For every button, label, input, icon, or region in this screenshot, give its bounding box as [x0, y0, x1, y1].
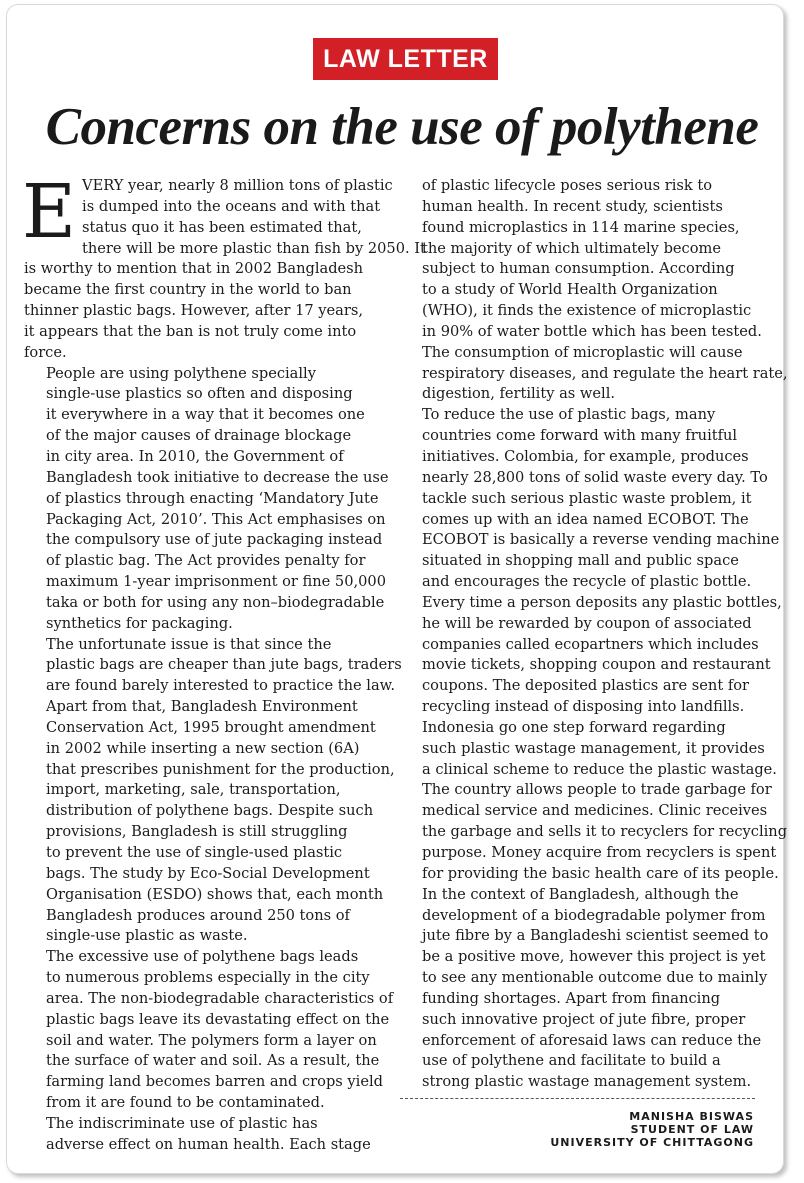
text-line: soil and water. The polymers form a layer on [46, 1031, 377, 1049]
text-line: subject to human consumption. According [422, 260, 735, 278]
text-line: such plastic wastage management, it provides [422, 739, 765, 757]
text-line: Apart from that, Bangladesh Environment [46, 698, 358, 716]
author-name: MANISHA BISWAS [629, 1110, 754, 1123]
text-line: to numerous problems especially in the city [46, 969, 370, 987]
text-line: are found barely interested to practice the law. [46, 677, 396, 695]
text-line: maximum 1-year imprisonment or fine 50,000 [46, 573, 386, 591]
text-line: medical service and medicines. Clinic receives [422, 802, 768, 820]
text-line: is worthy to mention that in 2002 Bangladesh [24, 260, 364, 278]
text-line: bags. The study by Eco-Social Development [46, 864, 370, 882]
text-line: there will be more plastic than fish by 2050. It [82, 239, 426, 257]
text-line: the majority of which ultimately become [422, 239, 721, 257]
text-line: (WHO), it finds the existence of microplastic [422, 302, 752, 320]
text-line: a clinical scheme to reduce the plastic wastage. [422, 760, 777, 778]
text-line: ECOBOT is basically a reverse vending machine [422, 531, 780, 549]
text-line: Every time a person deposits any plastic bottles, [422, 593, 782, 611]
text-line: development of a biodegradable polymer from [422, 906, 766, 924]
author-institution: UNIVERSITY OF CHITTAGONG [550, 1136, 754, 1149]
text-line: and encourages the recycle of plastic bottle. [422, 573, 752, 591]
text-line: The excessive use of polythene bags leads [46, 948, 359, 966]
text-line: distribution of polythene bags. Despite such [46, 802, 374, 820]
text-line: adverse effect on human health. Each stage [46, 1135, 371, 1153]
text-line: nearly 28,800 tons of solid waste every day. To [422, 468, 768, 486]
text-line: digestion, fertility as well. [422, 385, 616, 403]
text-line: found microplastics in 114 marine species, [422, 218, 740, 236]
text-line: area. The non-biodegradable characteristics of [46, 989, 394, 1007]
text-line: jute fibre by a Bangladeshi scientist seemed to [422, 927, 769, 945]
text-line: synthetics for packaging. [46, 614, 233, 632]
text-line: enforcement of aforesaid laws can reduce the [422, 1031, 762, 1049]
text-line: the compulsory use of jute packaging instead [46, 531, 383, 549]
text-line: the surface of water and soil. As a result, the [46, 1052, 380, 1070]
text-line: purpose. Money acquire from recyclers is spent [422, 844, 777, 861]
text-line: movie tickets, shopping coupon and restaurant [422, 656, 771, 674]
end-rule [400, 1098, 755, 1099]
text-line: force. [24, 343, 67, 361]
text-line: in 90% of water bottle which has been tested. [422, 322, 762, 340]
right-column [400, 176, 788, 1093]
text-line: funding shortages. Apart from financing [422, 989, 721, 1007]
text-line: recycling instead of disposing into landfills. [422, 698, 745, 716]
text-line: of plastic lifecycle poses serious risk to [422, 177, 713, 194]
text-line: plastic bags leave its devastating effect on the [46, 1010, 390, 1028]
text-line: In the context of Bangladesh, although the [422, 885, 739, 903]
text-line: single-use plastic as waste. [46, 927, 248, 945]
text-line: respiratory diseases, and regulate the heart rate, [422, 364, 788, 382]
paragraph [24, 947, 394, 1114]
text-line: initiatives. Colombia, for example, produces [422, 447, 749, 465]
paragraph [22, 169, 426, 364]
text-line: it appears that the ban is not truly come into [24, 322, 357, 340]
text-line: countries come forward with many fruitful [422, 427, 738, 445]
text-line: VERY year, nearly 8 million tons of plastic [82, 177, 393, 194]
section-label: LAW LETTER [313, 38, 498, 80]
text-line: status quo it has been estimated that, [82, 218, 362, 236]
text-line: such innovative project of jute fibre, proper [422, 1010, 746, 1028]
text-line: People are using polythene specially [46, 364, 316, 382]
text-line: tackle such serious plastic waste problem, it [422, 489, 752, 507]
text-line: in 2002 while inserting a new section (6A) [46, 739, 360, 757]
text-line: in city area. In 2010, the Government of [46, 447, 344, 465]
text-line: To reduce the use of plastic bags, many [422, 406, 716, 424]
text-line: provisions, Bangladesh is still struggling [46, 823, 348, 841]
text-line: thinner plastic bags. However, after 17 years, [24, 302, 363, 320]
text-line: The country allows people to trade garbage for [422, 781, 772, 799]
text-line: Bangladesh took initiative to decrease the use [46, 468, 389, 486]
text-line: to see any mentionable outcome due to mainly [422, 969, 768, 987]
text-line: of plastics through enacting ‘Mandatory Jute [46, 489, 379, 507]
text-line: comes up with an idea named ECOBOT. The [422, 510, 749, 528]
text-line: the garbage and sells it to recyclers for recycling [422, 823, 788, 841]
paragraph [24, 364, 389, 635]
text-line: he will be rewarded by coupon of associated [422, 614, 752, 632]
text-line: Packaging Act, 2010’. This Act emphasises on [46, 510, 386, 528]
paragraph [400, 176, 788, 405]
text-line: situated in shopping mall and public space [422, 552, 739, 570]
text-line: to prevent the use of single-used plastic [46, 844, 343, 861]
text-line: plastic bags are cheaper than jute bags, traders [46, 656, 402, 674]
text-line: human health. In recent study, scientists [422, 197, 723, 215]
text-line: import, marketing, sale, transportation, [46, 781, 341, 799]
text-line: single-use plastics so often and disposing [46, 385, 353, 403]
text-line: for providing the basic health care of its people. [422, 864, 779, 882]
text-line: use of polythene and facilitate to build a [422, 1052, 721, 1070]
text-line: from it are found to be contaminated. [46, 1094, 325, 1112]
text-line: of the major causes of drainage blockage [46, 427, 352, 445]
author-role: STUDENT OF LAW [630, 1123, 754, 1136]
text-line: The unfortunate issue is that since the [46, 635, 332, 653]
drop-cap: E [22, 169, 77, 255]
text-line: companies called ecopartners which includes [422, 635, 759, 653]
paragraph [400, 718, 788, 885]
article-headline: Concerns on the use of polythene [45, 98, 759, 156]
text-line: that prescribes punishment for the production, [46, 760, 395, 778]
text-line: The indiscriminate use of plastic has [46, 1114, 318, 1132]
text-line: Organisation (ESDO) shows that, each month [46, 885, 384, 903]
text-line: Bangladesh produces around 250 tons of [46, 906, 350, 924]
byline [550, 1110, 754, 1149]
text-line: Indonesia go one step forward regarding [422, 718, 726, 736]
paragraph [400, 405, 782, 718]
text-line: of plastic bag. The Act provides penalty for [46, 552, 366, 570]
text-line: it everywhere in a way that it becomes one [46, 406, 365, 424]
text-line: Conservation Act, 1995 brought amendment [46, 718, 376, 736]
text-line: to a study of World Health Organization [422, 281, 718, 299]
text-line: is dumped into the oceans and with that [82, 197, 381, 215]
paragraph [24, 1114, 384, 1156]
text-line: The consumption of microplastic will cause [422, 343, 743, 361]
text-line: strong plastic wastage management system. [422, 1073, 752, 1091]
text-line: taka or both for using any non–biodegradable [46, 593, 385, 611]
paragraph [24, 635, 402, 948]
paragraph [400, 885, 769, 1093]
text-line: be a positive move, however this project is yet [422, 948, 766, 966]
text-line: coupons. The deposited plastics are sent for [422, 677, 749, 695]
text-line: farming land becomes barren and crops yield [46, 1073, 383, 1091]
left-column [22, 169, 426, 1156]
text-line: became the first country in the world to ban [24, 281, 352, 299]
